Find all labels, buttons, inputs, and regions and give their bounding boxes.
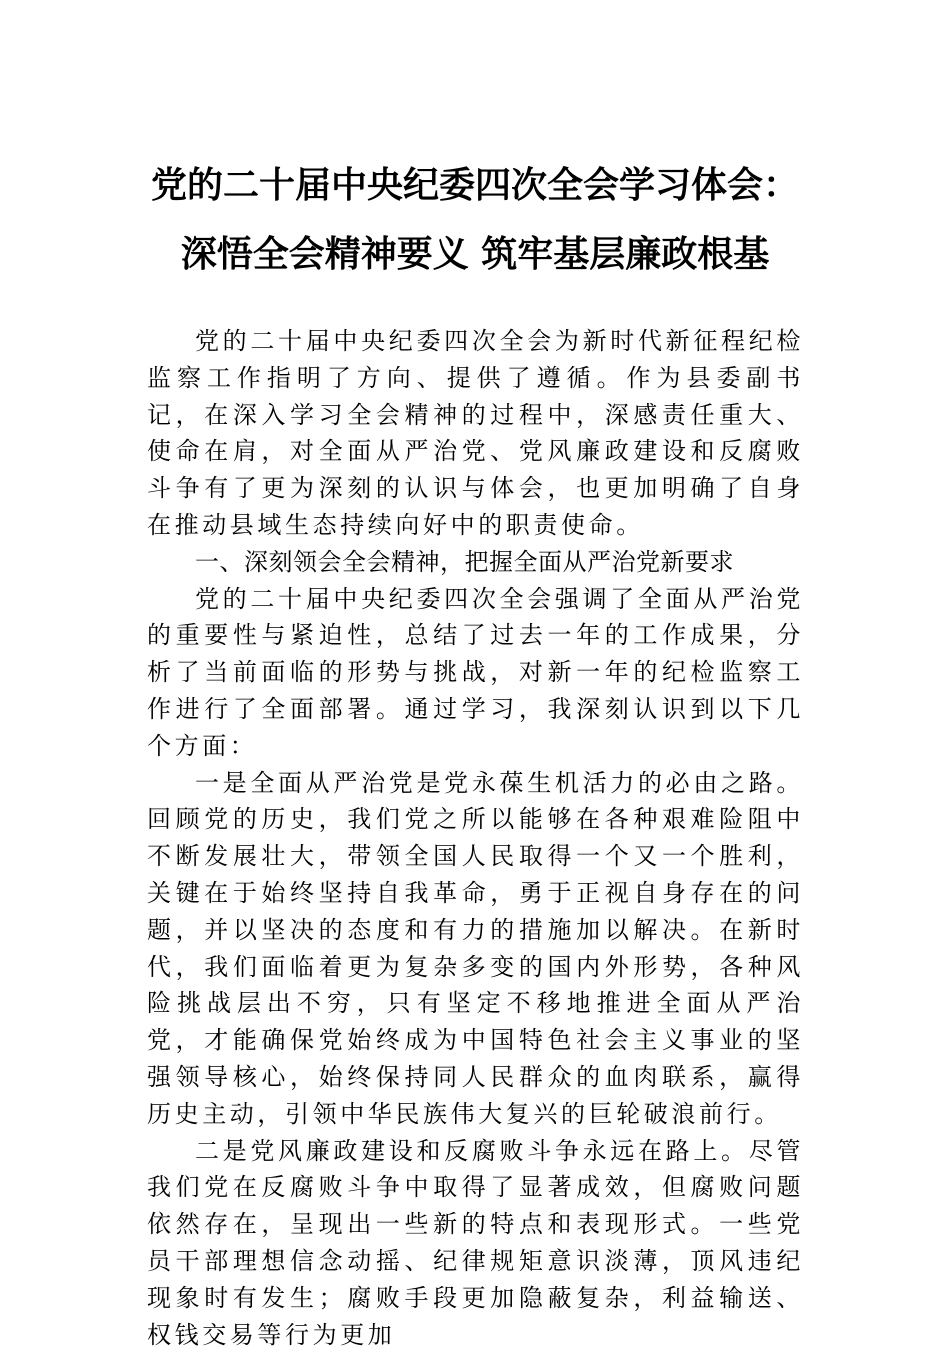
body-paragraph: 二是党风廉政建设和反腐败斗争永远在路上。尽管我们党在反腐败斗争中取得了显著成效，但腐败问题依然存在，呈现出一些新的特点和表现形式。一些党员干部理想信念动摇、纪律规矩意识淡薄，顶风违纪现象时有发生；腐败手段更加隐蔽复杂，利益输送、权钱交易等行为更加 [147,1136,804,1349]
body-paragraph: 党的二十届中央纪委四次全会强调了全面从严治党的重要性与紧迫性，总结了过去一年的工作成果，分析了当前面临的形势与挑战，对新一年的纪检监察工作进行了全面部署。通过学习，我深刻认识到以下几个方面： [147,584,804,760]
body-paragraph: 一是全面从严治党是党永葆生机活力的必由之路。回顾党的历史，我们党之所以能够在各种艰难险阻中不断发展壮大，带领全国人民取得一个又一个胜利，关键在于始终坚持自我革命，勇于正视自身存在的问题，并以坚决的态度和有力的措施加以解决。在新时代，我们面临着更为复杂多变的国内外形势，各种风险挑战层出不穷，只有坚定不移地推进全面从严治党，才能确保党始终成为中国特色社会主义事业的坚强领导核心，始终保持同人民群众的血肉联系，赢得历史主动，引领中华民族伟大复兴的巨轮破浪前行。 [147,768,804,1128]
document-body [147,323,804,1353]
section-heading: 一、深刻领会全会精神，把握全面从严治党新要求 [195,547,734,576]
document-title-line-1: 党的二十届中央纪委四次全会学习体会： [150,164,799,206]
document-title-line-2: 深悟全会精神要义 筑牢基层廉政根基 [180,233,770,275]
intro-paragraph: 党的二十届中央纪委四次全会为新时代新征程纪检监察工作指明了方向、提供了遵循。作为县委副书记，在深入学习全会精神的过程中，深感责任重大、使命在肩，对全面从严治党、党风廉政建设和反腐败斗争有了更为深刻的认识与体会，也更加明确了自身在推动县域生态持续向好中的职责使命。 [147,327,804,539]
